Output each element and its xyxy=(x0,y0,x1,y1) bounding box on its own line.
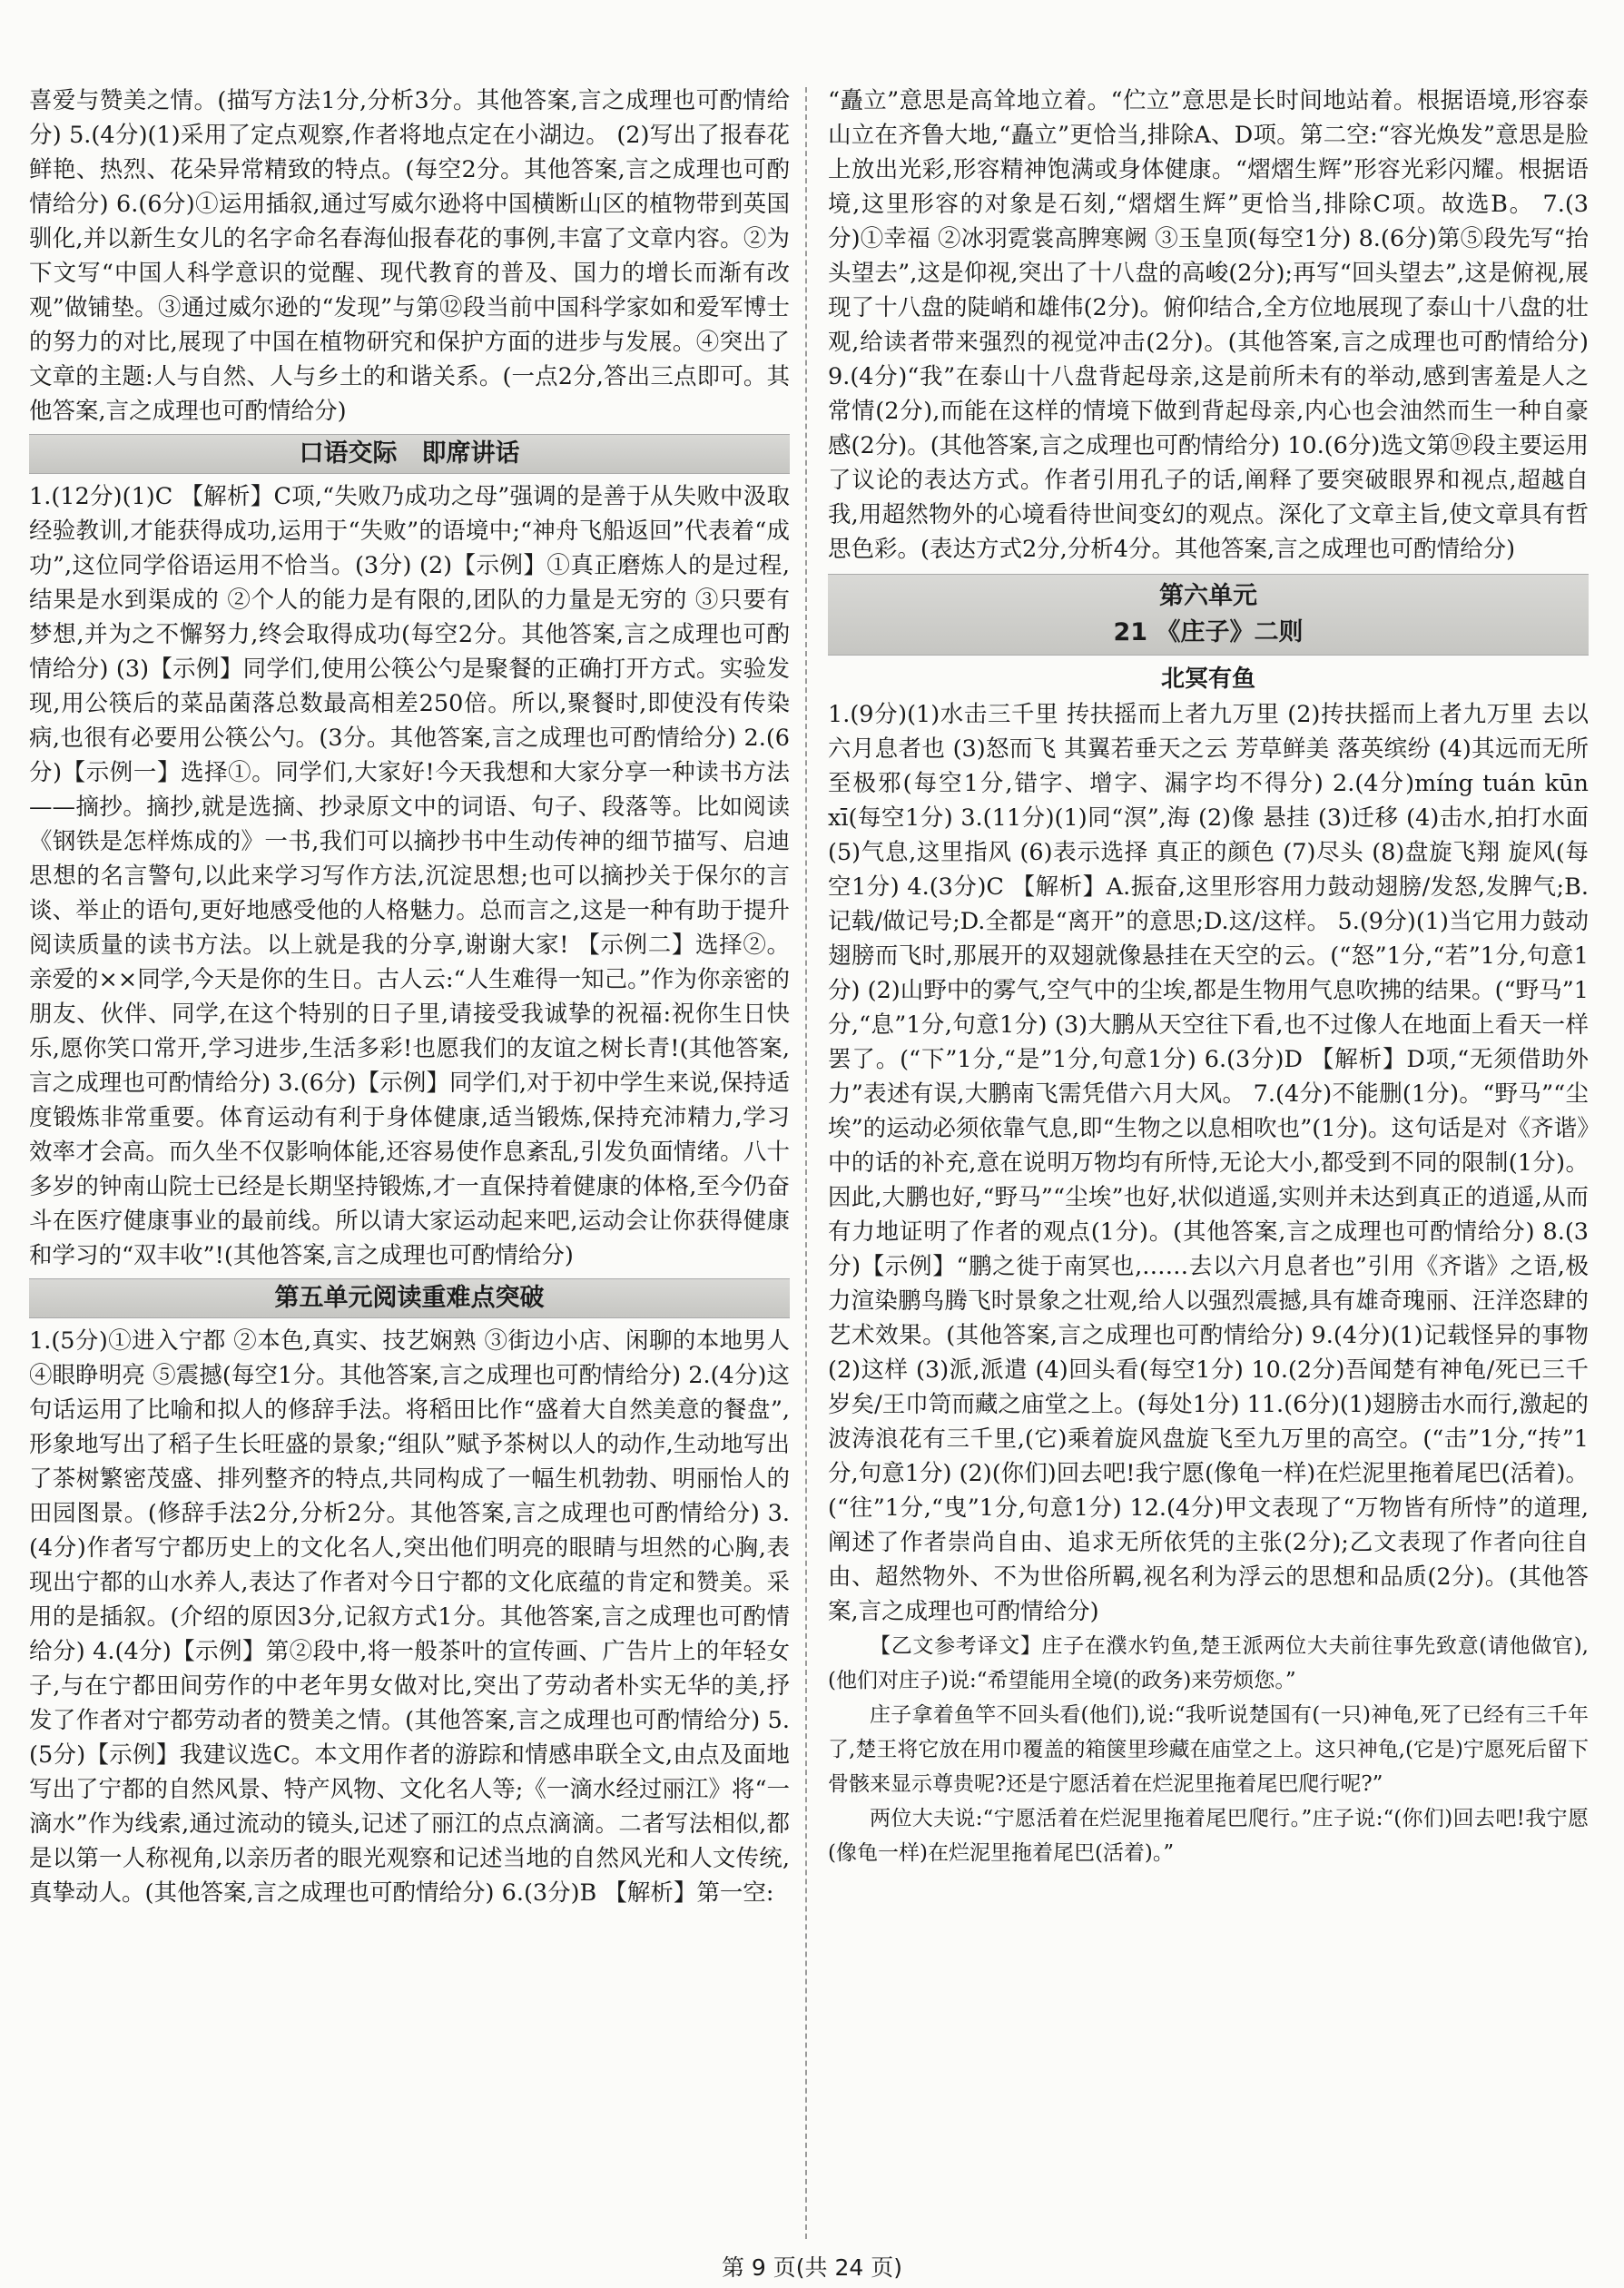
section-heading-unit5: 第五单元阅读重难点突破 xyxy=(29,1278,790,1318)
translation-para-3: 两位大夫说:“宁愿活着在烂泥里拖着尾巴爬行。”庄子说:“(你们)回去吧!我宁愿(像龟一样)在烂泥里拖着尾巴(活着)。” xyxy=(828,1807,1589,1865)
left-answer-block-3: 1.(5分)①进入宁都 ②本色,真实、技艺娴熟 ③街边小店、闲聊的本地男人 ④眼睁明亮 ⑤震撼(每空1分。其他答案,言之成理也可酌情给分) 2.(4分)这句话运用了比喻和拟人的修辞手法。将稻田比作“盛着大自然美意的餐盘”,形象地写出了稻子生长旺盛的景象;“组队”赋予茶树以人的动作,生动地写出了茶树繁密茂盛、排列整齐的特点,共同构成了一幅生机勃勃、明丽怡人的田园图景。(修辞手法2分,分析2分。其他答案,言之成理也可酌情给分) 3.(4分)作者写宁都历史上的文化名人,突出他们明亮的眼睛与坦然的心胸,表现出宁都的山水养人,表达了作者对今日宁都的文化底蕴的肯定和赞美。采用的是插叙。(介绍的原因3分,记叙方式1分。其他答案,言之成理也可酌情给分) 4.(4分)【示例】第②段中,将一般茶叶的宣传画、广告片上的年轻女子,与在宁都田间劳作的中老年男女做对比,突出了劳动者朴实无华的美,抒发了作者对宁都劳动者的赞美之情。(其他答案,言之成理也可酌情给分) 5.(5分)【示例】我建议选C。本文用作者的游踪和情感串联全文,由点及面地写出了宁都的自然风景、特产风物、文化名人等;《一滴水经过丽江》将“一滴水”作为线索,通过流动的镜头,记述了丽江的点点滴滴。二者写法相似,都是以第一人称视角,以亲历者的眼光观察和记述当地的自然风光和人文传统,真挚动人。(其他答案,言之成理也可酌情给分) 6.(3分)B 【解析】第一空: xyxy=(29,1327,790,1907)
translation-para-2: 庄子拿着鱼竿不回头看(他们),说:“我听说楚国有(一只)神龟,死了已经有三千年了,楚王将它放在用巾覆盖的箱箧里珍藏在庙堂之上。这只神龟,(它是)宁愿死后留下骨骸来显示尊贵呢?还是宁愿活着在烂泥里拖着尾巴爬行呢?” xyxy=(828,1703,1589,1796)
unit6-heading xyxy=(828,574,1589,656)
column-divider xyxy=(805,87,807,2239)
left-answer-block-2: 1.(12分)(1)C 【解析】C项,“失败乃成功之母”强调的是善于从失败中汲取经验教训,才能获得成功,运用于“失败”的语境中;“神舟飞船返回”代表着“成功”,这位同学俗语运用不恰当。(3分) (2)【示例】①真正磨炼人的是过程,结果是水到渠成的 ②个人的能力是有限的,团队的力量是无穷的 ③只要有梦想,并为之不懈努力,终会取得成功(每空2分。其他答案,言之成理也可酌情给分) (3)【示例】同学们,使用公筷公勺是聚餐的正确打开方式。实验发现,用公筷后的菜品菌落总数最高相差250倍。所以,聚餐时,即使没有传染病,也很有必要用公筷公勺。(3分。其他答案,言之成理也可酌情给分) 2.(6分)【示例一】选择①。同学们,大家好!今天我想和大家分享一种读书方法——摘抄。摘抄,就是选摘、抄录原文中的词语、句子、段落等。比如阅读《钢铁是怎样炼成的》一书,我们可以摘抄书中生动传神的细节描写、启迪思想的名言警句,以此来学习写作方法,沉淀思想;也可以摘抄关于保尔的言谈、举止的语句,更好地感受他的人格魅力。总而言之,这是一种有助于提升阅读质量的读书方法。以上就是我的分享,谢谢大家! 【示例二】选择②。亲爱的××同学,今天是你的生日。古人云:“人生难得一知己。”作为你亲密的朋友、伙伴、同学,在这个特别的日子里,请接受我诚挚的祝福:祝你生日快乐,愿你笑口常开,学习进步,生活多彩!也愿我们的友谊之树长青!(其他答案,言之成理也可酌情给分) 3.(6分)【示例】同学们,对于初中学生来说,保持适度锻炼非常重要。体育运动有利于身体健康,适当锻炼,保持充沛精力,学习效率才会高。而久坐不仅影响体能,还容易使作息紊乱,引发负面情绪。八十多岁的钟南山院士已经是长期坚持锻炼,才一直保持着健康的体格,至今仍奋斗在医疗健康事业的最前线。所以请大家运动起来吧,运动会让你获得健康和学习的“双丰收”!(其他答案,言之成理也可酌情给分) xyxy=(29,483,790,1269)
lesson-subtitle: 北冥有鱼 xyxy=(1160,666,1255,693)
right-answer-block-2: 1.(9分)(1)水击三千里 抟扶摇而上者九万里 (2)抟扶摇而上者九万里 去以六月息者也 (3)怒而飞 其翼若垂天之云 芳草鲜美 落英缤纷 (4)其远而无所至极邪(每空1分,错字、增字、漏字均不得分) 2.(4分)míng tuán kūn xī(每空1分) 3.(11分)(1)同“溟”,海 (2)像 悬挂 (3)迁移 (4)击水,拍打水面 (5)气息,这里指风 (6)表示选择 真正的颜色 (7)尽头 (8)盘旋飞翔 旋风(每空1分) 4.(3分)C 【解析】A.振奋,这里形容用力鼓动翅膀/发怒,发脾气;B.记载/做记号;D.全都是“离开”的意思;D.这/这样。 5.(9分)(1)当它用力鼓动翅膀而飞时,那展开的双翅就像悬挂在天空的云。(“怒”1分,“若”1分,句意1分) (2)山野中的雾气,空气中的尘埃,都是生物用气息吹拂的结果。(“野马”1分,“息”1分,句意1分) (3)大鹏从天空往下看,也不过像人在地面上看天一样罢了。(“下”1分,“是”1分,句意1分) 6.(3分)D 【解析】D项,“无须借助外力”表述有误,大鹏南飞需凭借六月大风。 7.(4分)不能删(1分)。“野马”“尘埃”的运动必须依靠气息,即“生物之以息相吹也”(1分)。这句话是对《齐谐》中的话的补充,意在说明万物均有所恃,无论大小,都受到不同的限制(1分)。因此,大鹏也好,“野马”“尘埃”也好,状似逍遥,实则并未达到真正的逍遥,从而有力地证明了作者的观点(1分)。(其他答案,言之成理也可酌情给分) 8.(3分)【示例】“鹏之徙于南冥也,……去以六月息者也”引用《齐谐》之语,极力渲染鹏鸟腾飞时景象之壮观,给人以强烈震撼,具有雄奇瑰丽、汪洋恣肆的艺术效果。(其他答案,言之成理也可酌情给分) 9.(4分)(1)记载怪异的事物 (2)这样 (3)派,派遣 (4)回头看(每空1分) 10.(2分)吾闻楚有神龟/死已三千岁矣/王巾笥而藏之庙堂之上。(每处1分) 11.(6分)(1)翅膀击水而行,激起的波涛浪花有三千里,(它)乘着旋风盘旋飞至九万里的高空。(“击”1分,“抟”1分,句意1分) (2)(你们)回去吧!我宁愿(像龟一样)在烂泥里拖着尾巴(活着)。(“往”1分,“曳”1分,句意1分) 12.(4分)甲文表现了“万物皆有所恃”的道理,阐述了作者崇尚自由、追求无所依凭的主张(2分);乙文表现了作者向往自由、超然物外、不为世俗所羁,视名利为浮云的思想和品质(2分)。(其他答案,言之成理也可酌情给分) xyxy=(828,701,1589,1625)
translation-para-1: 【乙文参考译文】庄子在濮水钓鱼,楚王派两位大夫前往事先致意(请他做官),(他们对庄子)说:“希望能用全境(的政务)来劳烦您。” xyxy=(828,1634,1589,1692)
section-heading-oral: 口语交际 即席讲话 xyxy=(29,434,790,474)
lesson-title: 21 《庄子》二则 xyxy=(1113,618,1304,646)
unit-title: 第六单元 xyxy=(1159,582,1257,610)
right-answer-block-1: “矗立”意思是高耸地立着。“伫立”意思是长时间地站着。根据语境,形容泰山立在齐鲁大地,“矗立”更恰当,排除A、D项。第二空:“容光焕发”意思是脸上放出光彩,形容精神饱满或身体健康。“熠熠生辉”形容光彩闪耀。根据语境,这里形容的对象是石刻,“熠熠生辉”更恰当,排除C项。故选B。 7.(3分)①幸福 ②冰羽霓裳高脾寒阙 ③玉皇顶(每空1分) 8.(6分)第⑤段先写“抬头望去”,这是仰视,突出了十八盘的高峻(2分);再写“回头望去”,这是俯视,展现了十八盘的陡峭和雄伟(2分)。俯仰结合,全方位地展现了泰山十八盘的壮观,给读者带来强烈的视觉冲击(2分)。(其他答案,言之成理也可酌情给分) 9.(4分)“我”在泰山十八盘背起母亲,这是前所未有的举动,感到害羞是人之常情(2分),而能在这样的情境下做到背起母亲,内心也会油然而生一种自豪感(2分)。(其他答案,言之成理也可酌情给分) 10.(6分)选文第⑲段主要运用了议论的表达方式。作者引用孔子的话,阐释了要突破眼界和视点,超越自我,用超然物外的心境看待世间变幻的观点。深化了文章主旨,使文章具有哲思色彩。(表达方式2分,分析4分。其他答案,言之成理也可酌情给分) xyxy=(828,87,1589,563)
page-number: 第 9 页(共 24 页) xyxy=(721,2254,902,2281)
right-column xyxy=(828,84,1589,1870)
left-column xyxy=(29,84,790,1910)
left-answer-block-1: 喜爱与赞美之情。(描写方法1分,分析3分。其他答案,言之成理也可酌情给分) 5.(4分)(1)采用了定点观察,作者将地点定在小湖边。 (2)写出了报春花鲜艳、热烈、花朵异常精致的特点。(每空2分。其他答案,言之成理也可酌情给分) 6.(6分)①运用插叙,通过写威尔逊将中国横断山区的植物带到英国驯化,并以新生女儿的名字命名春海仙报春花的事例,丰富了文章内容。②为下文写“中国人科学意识的觉醒、现代教育的普及、国力的增长而渐有改观”做铺垫。③通过威尔逊的“发现”与第⑫段当前中国科学家如和爱军博士的努力的对比,展现了中国在植物研究和保护方面的进步与发展。④突出了文章的主题:人与自然、人与乡土的和谐关系。(一点2分,答出三点即可。其他答案,言之成理也可酌情给分) xyxy=(29,87,790,425)
